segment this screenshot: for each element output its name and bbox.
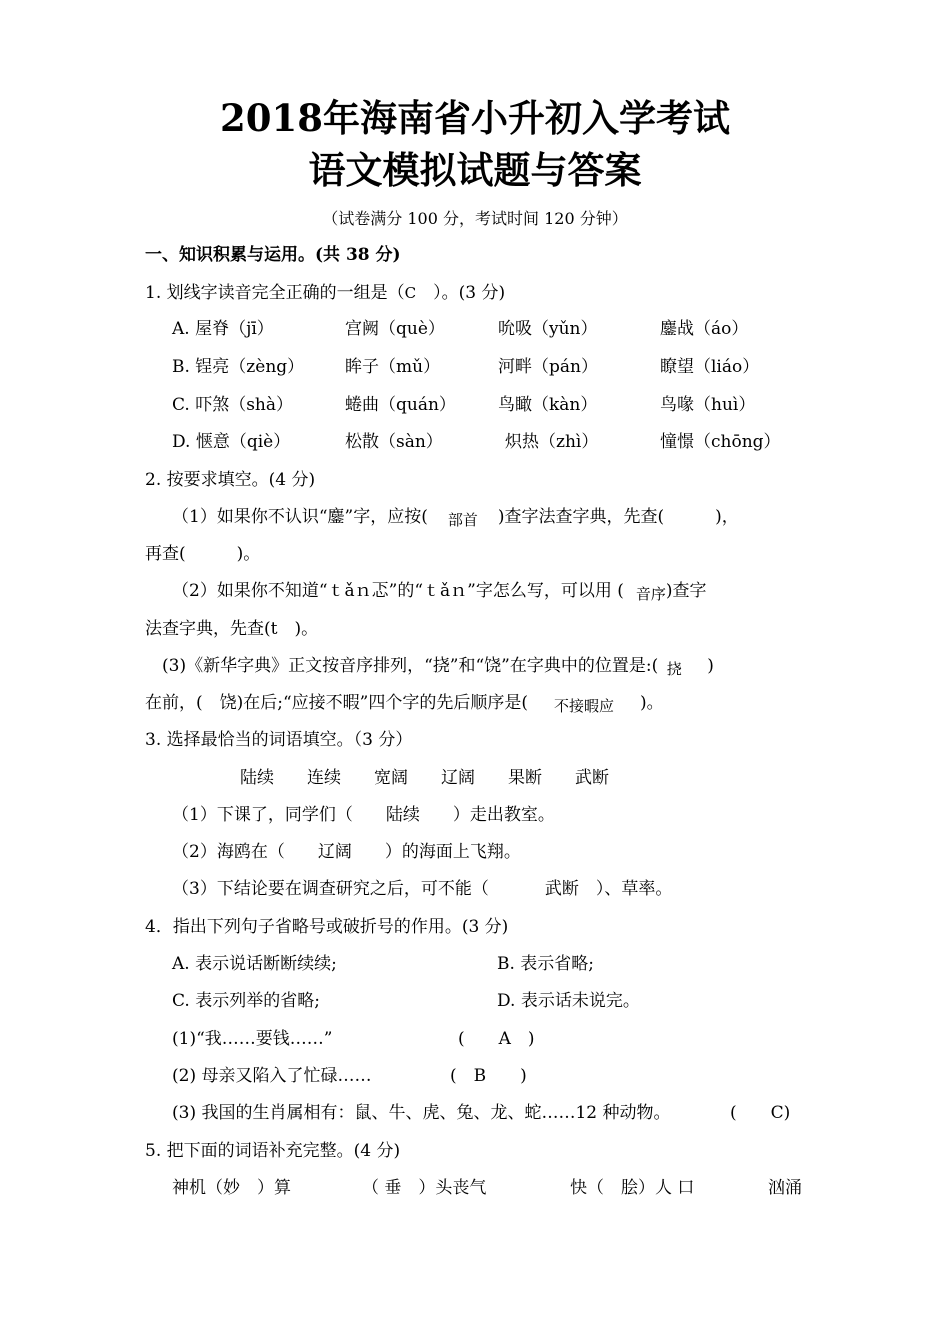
q2-part1-a: （1）如果你不认识“鏖”字，应按( xyxy=(172,507,428,527)
q2-part3-a: (3)《新华字典》正文按音序排列，“挠”和“饶”在字典中的位置是:( xyxy=(162,656,659,676)
q3-s3-answer: 武断 xyxy=(544,879,579,899)
q3-stem: 3. 选择最恰当的词语填空。（3 分） xyxy=(145,730,413,750)
q3-word: 果断 xyxy=(508,768,542,788)
q4-option-c: C. 表示列举的省略; xyxy=(172,991,320,1011)
q1-row-a-2: 宫阙（què） xyxy=(345,319,445,339)
q2-part2-a: （2）如果你不知道“ｔǎｎ忑”的“ｔǎｎ”字怎么写，可以用 ( xyxy=(172,581,624,601)
q4-sentence-3: (3) 我国的生肖属相有：鼠、牛、虎、兔、龙、蛇……12 种动物。 xyxy=(172,1103,671,1123)
q2-part1 xyxy=(172,506,739,528)
q1-row-d-1: D. 惬意（qiè） xyxy=(172,432,291,452)
q4-option-d: D. 表示话未说完。 xyxy=(497,991,640,1011)
q1-row-d-4: 憧憬（chōng） xyxy=(660,432,781,452)
q3-s1-b: ）走出教室。 xyxy=(452,805,555,825)
q2-part2-answer: 音序 xyxy=(635,585,666,603)
q2-stem: 2. 按要求填空。(4 分) xyxy=(145,470,316,490)
q5-item-4: 汹涌 xyxy=(768,1178,802,1198)
q3-s3-b: ）、草率。 xyxy=(595,879,673,899)
section-heading: 一、知识积累与运用。(共 38 分) xyxy=(145,245,401,265)
q2-part1-c: 再查( )。 xyxy=(145,544,261,564)
q3-word: 陆续 xyxy=(240,768,274,788)
q2-part1-b: )查字法查字典，先查( )， xyxy=(497,507,739,527)
q2-part3-answer2: 不接暇应 xyxy=(554,697,615,715)
q3-s1-answer: 陆续 xyxy=(385,805,420,825)
q2-part1-answer: 部首 xyxy=(447,511,478,529)
q3-s2-a: （2）海鸥在（ xyxy=(172,842,285,862)
q3-s1-a: （1）下课了，同学们（ xyxy=(172,805,353,825)
q1-stem-text: 1. 划线字读音完全正确的一组是（ xyxy=(145,283,405,303)
q4-answer-2: ( B ) xyxy=(450,1066,527,1086)
q3-s3-a: （3）下结论要在调查研究之后，可不能（ xyxy=(172,879,489,899)
q5-item-1: 神机（妙 ）算 xyxy=(172,1178,291,1198)
q3-sentence-3 xyxy=(172,878,672,900)
q4-answer-3: ( C) xyxy=(730,1103,791,1123)
q5-item-3: 快（ 脍）人 口 xyxy=(570,1178,695,1198)
q1-row-a-3: 吮吸（yǔn） xyxy=(498,319,598,339)
q4-sentence-2: (2) 母亲又陷入了忙碌…… xyxy=(172,1066,372,1086)
q1-row-c-1: C. 吓煞（shà） xyxy=(172,395,294,415)
exam-note: （试卷满分 100 分，考试时间 120 分钟） xyxy=(322,209,628,228)
q1-row-d-3: 炽热（zhì） xyxy=(505,432,599,452)
exam-subtitle: 语文模拟试题与答案 xyxy=(308,148,642,192)
q3-sentence-2 xyxy=(172,841,521,863)
q3-s2-answer: 辽阔 xyxy=(317,842,352,862)
q1-row-a-4: 鏖战（áo） xyxy=(660,319,749,339)
q5-stem: 5. 把下面的词语补充完整。(4 分) xyxy=(145,1141,401,1161)
q1-stem xyxy=(145,282,505,304)
q4-answer-1: ( A ) xyxy=(458,1029,535,1049)
q1-row-a-1: A. 屋脊（jī） xyxy=(172,319,274,339)
q2-part3-d: )。 xyxy=(640,693,664,713)
q3-word: 武断 xyxy=(575,768,609,788)
q1-row-b-2: 眸子（mǔ） xyxy=(345,357,441,377)
q1-row-c-3: 鸟瞰（kàn） xyxy=(498,395,598,415)
q2-part3-b: ) xyxy=(707,656,714,676)
q2-part2-b: )查字 xyxy=(665,581,707,601)
q2-part3-c xyxy=(145,692,664,714)
q3-word: 连续 xyxy=(307,768,341,788)
exam-title: 2018年海南省小升初入学考试 xyxy=(220,96,730,140)
q2-part2 xyxy=(172,580,707,602)
q1-row-b-1: B. 锃亮（zèng） xyxy=(172,357,305,377)
q4-stem: 4．指出下列句子省略号或破折号的作用。(3 分) xyxy=(145,917,509,937)
q1-row-b-3: 河畔（pán） xyxy=(498,357,598,377)
q4-option-a: A. 表示说话断断续续; xyxy=(172,954,337,974)
q1-answer: C xyxy=(404,284,417,302)
q1-row-b-4: 瞭望（liáo） xyxy=(660,357,760,377)
q2-part2-c: 法查字典，先查(t )。 xyxy=(145,619,319,639)
q2-part3-answer: 挠 xyxy=(666,660,682,678)
q1-row-c-4: 鸟喙（huì） xyxy=(660,395,756,415)
q1-row-c-2: 蜷曲（quán） xyxy=(345,395,456,415)
q4-option-b: B. 表示省略; xyxy=(497,954,595,974)
q2-part3 xyxy=(162,655,714,677)
q3-word: 宽阔 xyxy=(374,768,408,788)
q4-sentence-1: (1)“我……要钱……” xyxy=(172,1029,333,1049)
q2-part3-c-text: 在前，( 饶)在后;“应接不暇”四个字的先后顺序是( xyxy=(145,693,529,713)
q3-sentence-1 xyxy=(172,804,555,826)
q3-s2-b: ）的海面上飞翔。 xyxy=(384,842,521,862)
q1-tail: ）。(3 分) xyxy=(433,283,506,303)
q5-item-2: （ 垂 ）头丧气 xyxy=(362,1178,487,1198)
q3-word: 辽阔 xyxy=(441,768,475,788)
q1-row-d-2: 松散（sàn） xyxy=(345,432,443,452)
